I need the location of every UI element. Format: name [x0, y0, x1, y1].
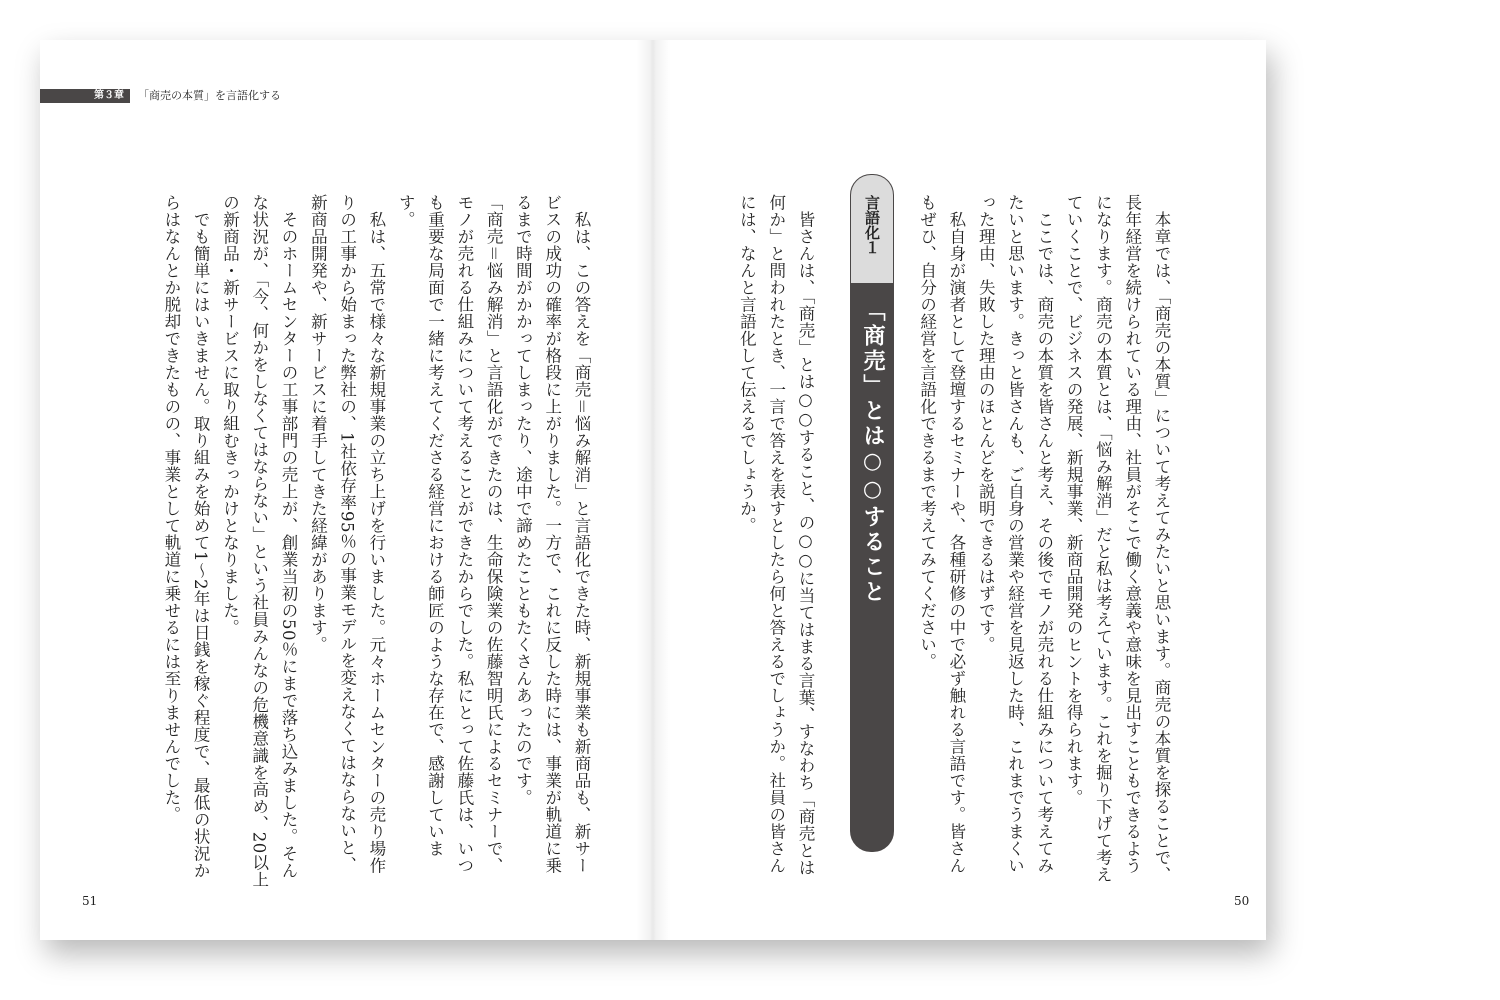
section-body-text — [732, 194, 820, 888]
paragraph: 私は、五常で様々な新規事業の立ち上げを行いました。元々ホームセンターの売り場作りの工事から始まった弊社の、1社依存率95％の事業モデルを変えなくてはならないと、新商品開発や、新サービスに着手してきた経緯があります。 — [308, 194, 386, 874]
section-title: 「商売」とは○○すること — [860, 299, 885, 605]
paragraph: 私自身が演者として登壇するセミナーや、各種研修の中で必ず触れる言語です。皆さんもぜひ、自分の経営を言語化できるまで考えてみてください。 — [917, 194, 966, 874]
left-body-text — [157, 194, 596, 888]
paragraph: でも簡単にはいきません。取り組みを始めて1〜2年は日銭を稼ぐ程度で、最低の状況からはなんとか脱却できたものの、事業として軌道に乗せるには至りませんでした。 — [161, 194, 211, 879]
paragraph: 皆さんは、「商売」とは○○すること、の○○に当てはまる言葉、すなわち「商売とは何か」と問われたとき、一言で答えを表すとしたら何と答えるでしょうか。社員の皆さんには、なんと言語化して伝えるでしょうか。 — [737, 194, 815, 876]
page-number-left: 51 — [82, 894, 98, 908]
paragraph: そのホームセンターの工事部門の売上が、創業当初の50％にまで落ち込みました。そんな状況が、「今、何かをしなくてはならない」という社員みんなの危機意識を高め、20以上の新商品・新サービスに取り組むきっかけとなりました。 — [220, 194, 299, 888]
paragraph: 私は、この答えを「商売＝悩み解消」と言語化できた時、新規事業も新商品も、新サービスの成功の確率が格段に上がりました。一方で、これに反した時には、事業が軌道に乗るまで時間がかかってしまったり、途中で諦めたこともたくさんあったのです。 — [513, 194, 591, 874]
book-spread — [40, 40, 1266, 940]
paragraph: ここでは、商売の本質を皆さんと考え、その後でモノが売れる仕組みについて考えてみたいと思います。きっと皆さんも、ご自身の営業や経営を見返した時、これまでうまくいった理由、失敗した理由のほとんどを説明できるはずです。 — [976, 194, 1054, 874]
left-page — [40, 40, 652, 940]
chapter-title: 「商売の本質」を言語化する — [138, 89, 281, 102]
right-body-text — [912, 194, 1176, 888]
right-page — [652, 40, 1266, 940]
page-number-right: 50 — [1234, 894, 1250, 908]
section-label: 言語化１ — [863, 195, 881, 255]
section-heading — [850, 174, 894, 852]
paragraph: 本章では、「商売の本質」について考えてみたいと思います。商売の本質を探ることで、長年経営を続けられている理由、社員がそこで働く意義や意味を見出すこともできるようになります。商売の本質とは、「悩み解消」だと私は考えています。これを掘り下げて考えていくことで、ビジネスの発展、新規事業、新商品開発のヒントを得られます。 — [1064, 194, 1171, 883]
paragraph: 「商売＝悩み解消」と言語化ができたのは、生命保険業の佐藤智明氏によるセミナーで、モノが売れる仕組みについて考えることができたからでした。私にとって佐藤氏は、いつも重要な局面で一緒に考えてくださる経営における師匠のような存在で、感謝しています。 — [396, 194, 504, 874]
chapter-number: 第３章 — [94, 90, 124, 101]
